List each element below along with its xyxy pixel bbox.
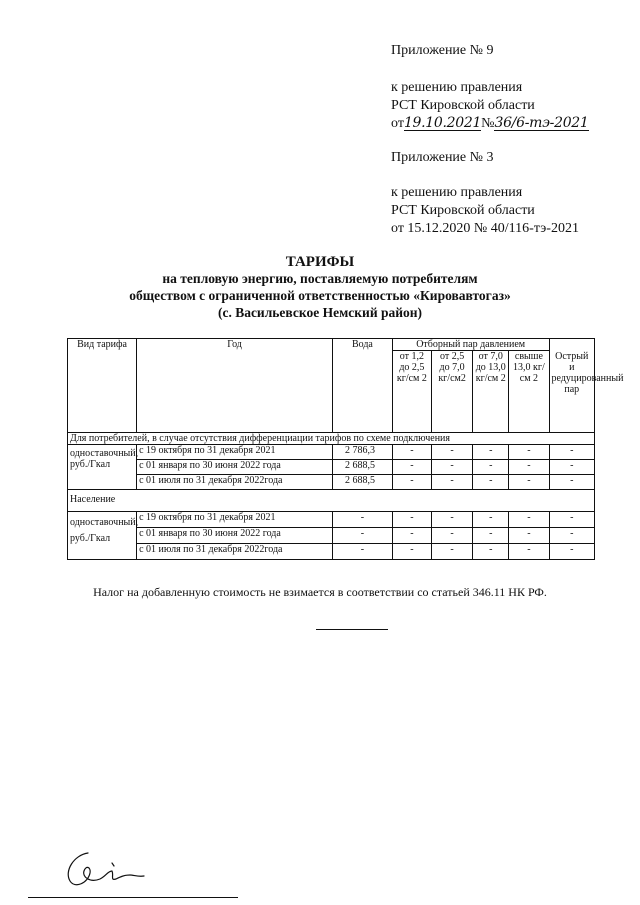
pressure-2-cell: - — [431, 544, 472, 560]
pressure-2-cell: - — [431, 528, 472, 544]
doc-subtitle-2: обществом с ограниченной ответственностью «Кировавтогаз» — [129, 288, 511, 303]
sharp-steam-cell: - — [549, 475, 594, 490]
water-cell: 2 786,3 — [333, 445, 393, 460]
sharp-steam-cell: - — [549, 528, 594, 544]
header-tariff-type: Вид тарифа — [68, 339, 137, 433]
water-cell: - — [333, 512, 393, 528]
table-row — [68, 445, 595, 460]
pressure-1-cell: - — [392, 528, 431, 544]
vat-footnote: Налог на добавленную стоимость не взимается в соответствии со статьей 346.11 НК РФ. — [93, 585, 547, 599]
header-pressure-2: от 2,5 до 7,0 кг/см2 — [431, 351, 472, 433]
decision-date-line — [391, 116, 589, 132]
pressure-3-cell: - — [473, 445, 509, 460]
signature-line — [28, 897, 238, 898]
pressure-1-cell: - — [392, 544, 431, 560]
pressure-1-cell: - — [392, 475, 431, 490]
doc-title: ТАРИФЫ — [285, 254, 355, 270]
doc-subtitle-3: (с. Васильевское Немский район) — [217, 305, 423, 320]
header-steam-group: Отборный пар давлением — [392, 339, 549, 351]
table-row — [68, 460, 595, 475]
from-prefix: от — [391, 116, 404, 131]
pressure-4-cell: - — [509, 512, 549, 528]
number-prefix: № — [481, 116, 495, 131]
pressure-3-cell: - — [473, 544, 509, 560]
water-cell: - — [333, 544, 393, 560]
pressure-3-cell: - — [473, 475, 509, 490]
sharp-steam-cell: - — [549, 445, 594, 460]
pressure-4-cell: - — [509, 475, 549, 490]
table-row — [68, 475, 595, 490]
pressure-1-cell: - — [392, 512, 431, 528]
period-cell: с 01 января по 30 июня 2022 года — [137, 528, 333, 544]
header-year: Год — [137, 339, 333, 433]
pressure-2-cell: - — [431, 445, 472, 460]
header-pressure-4: свыше 13,0 кг/см 2 — [509, 351, 549, 433]
section-population: Население — [68, 490, 595, 512]
pressure-4-cell: - — [509, 528, 549, 544]
pressure-3-cell: - — [473, 512, 509, 528]
table-row — [68, 528, 595, 544]
period-cell: с 01 июля по 31 декабря 2022года — [137, 475, 333, 490]
separator-line — [316, 629, 388, 630]
period-cell: с 01 июля по 31 декабря 2022года — [137, 544, 333, 560]
pressure-4-cell: - — [509, 460, 549, 475]
pressure-1-cell: - — [392, 445, 431, 460]
water-cell: - — [333, 528, 393, 544]
decision2-line-2: РСТ Кировской области — [391, 203, 535, 218]
tariffs-table — [67, 338, 624, 560]
decision-line-1: к решению правления — [391, 80, 523, 95]
decision2-line-1: к решению правления — [391, 185, 523, 200]
pressure-1-cell: - — [392, 460, 431, 475]
doc-subtitle-1: на тепловую энергию, поставляемую потребителям — [162, 271, 478, 286]
pressure-3-cell: - — [473, 460, 509, 475]
header-pressure-1: от 1,2 до 2,5 кг/см 2 — [392, 351, 431, 433]
pressure-2-cell: - — [431, 475, 472, 490]
decision-line-2: РСТ Кировской области — [391, 98, 535, 113]
pressure-4-cell: - — [509, 544, 549, 560]
period-cell: с 19 октября по 31 декабря 2021 — [137, 445, 333, 460]
signature-image — [60, 845, 150, 895]
pressure-2-cell: - — [431, 512, 472, 528]
appendix-9-label: Приложение № 9 — [391, 43, 494, 58]
pressure-4-cell: - — [509, 445, 549, 460]
sharp-steam-cell: - — [549, 460, 594, 475]
tariff-type-cell: одноставочный, руб./Гкал — [68, 445, 137, 490]
header-water: Вода — [333, 339, 393, 433]
period-cell: с 19 октября по 31 декабря 2021 — [137, 512, 333, 528]
period-cell: с 01 января по 30 июня 2022 года — [137, 460, 333, 475]
pressure-2-cell: - — [431, 460, 472, 475]
decision2-line-3: от 15.12.2020 № 40/116-тэ-2021 — [391, 221, 579, 236]
sharp-steam-cell: - — [549, 544, 594, 560]
sharp-steam-cell: - — [549, 512, 594, 528]
table-row — [68, 544, 595, 560]
table-row — [68, 512, 595, 528]
handwritten-date: 19.10.2021 — [403, 115, 482, 131]
water-cell: 2 688,5 — [333, 460, 393, 475]
header-sharp-steam: Острый и редуцированный пар — [549, 339, 594, 433]
tariff-type-cell: одноставочный, руб./Гкал — [68, 512, 137, 560]
handwritten-number: 36/6-тэ-2021 — [494, 115, 589, 131]
water-cell: 2 688,5 — [333, 475, 393, 490]
pressure-3-cell: - — [473, 528, 509, 544]
section-consumers: Для потребителей, в случае отсутствия дифференциации тарифов по схеме подключения — [68, 433, 595, 445]
header-pressure-3: от 7,0 до 13,0 кг/см 2 — [473, 351, 509, 433]
appendix-3-label: Приложение № 3 — [391, 150, 494, 165]
